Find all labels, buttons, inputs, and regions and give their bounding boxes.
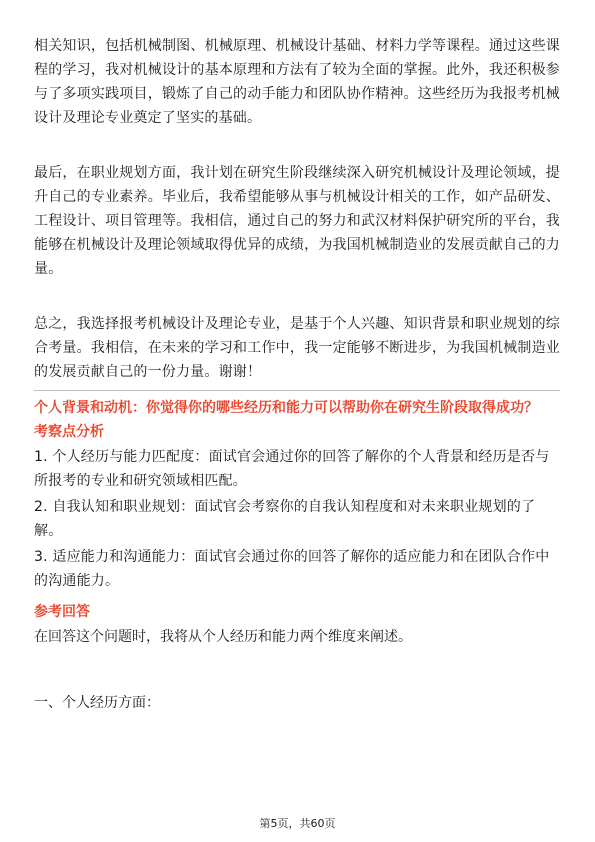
section-divider: [34, 390, 560, 391]
question-title: 个人背景和动机：你觉得你的哪些经历和能力可以帮助你在研究生阶段取得成功？: [34, 400, 538, 416]
answer-intro: 在回答这个问题时，我将从个人经历和能力两个维度来阐述。: [34, 629, 412, 645]
answer-heading: 参考回答: [34, 604, 90, 620]
analysis-list: [34, 445, 560, 593]
page-number: 第5页，共60页: [259, 817, 336, 830]
analysis-item: 3. 适应能力和沟通能力：面试官会通过你的回答了解你的适应能力和在团队合作中的沟通能力。: [34, 549, 550, 589]
body-paragraph-1: 相关知识，包括机械制图、机械原理、机械设计基础、材料力学等课程。通过这些课程的学习，我对机械设计的基本原理和方法有了较为全面的掌握。此外，我还积极参与了多项实践项目，锻炼了自己的动手能力和团队协作精神。这些经历为我报考机械设计及理论专业奠定了坚实的基础。: [34, 38, 560, 126]
analysis-item: 1. 个人经历与能力匹配度：面试官会通过你的回答了解你的个人背景和经历是否与所报考的专业和研究领域相匹配。: [34, 449, 550, 489]
analysis-heading: 考察点分析: [34, 424, 104, 440]
body-paragraph-3: 总之，我选择报考机械设计及理论专业，是基于个人兴趣、知识背景和职业规划的综合考量。我相信，在未来的学习和工作中，我一定能够不断进步，为我国机械制造业的发展贡献自己的一份力量。谢谢！: [34, 316, 560, 380]
page-content: [34, 34, 560, 715]
body-paragraph-2: 最后，在职业规划方面，我计划在研究生阶段继续深入研究机械设计及理论领域，提升自己的专业素养。毕业后，我希望能够从事与机械设计相关的工作，如产品研发、工程设计、项目管理等。我相信，通过自己的努力和武汉材料保护研究所的平台，我能够在机械设计及理论领域取得优异的成绩，为我国机械制造业的发展贡献自己的力量。: [34, 165, 560, 277]
answer-subheading: 一、个人经历方面：: [34, 695, 160, 711]
analysis-item: 2. 自我认知和职业规划：面试官会考察你的自我认知程度和对未来职业规划的了解。: [34, 499, 536, 539]
